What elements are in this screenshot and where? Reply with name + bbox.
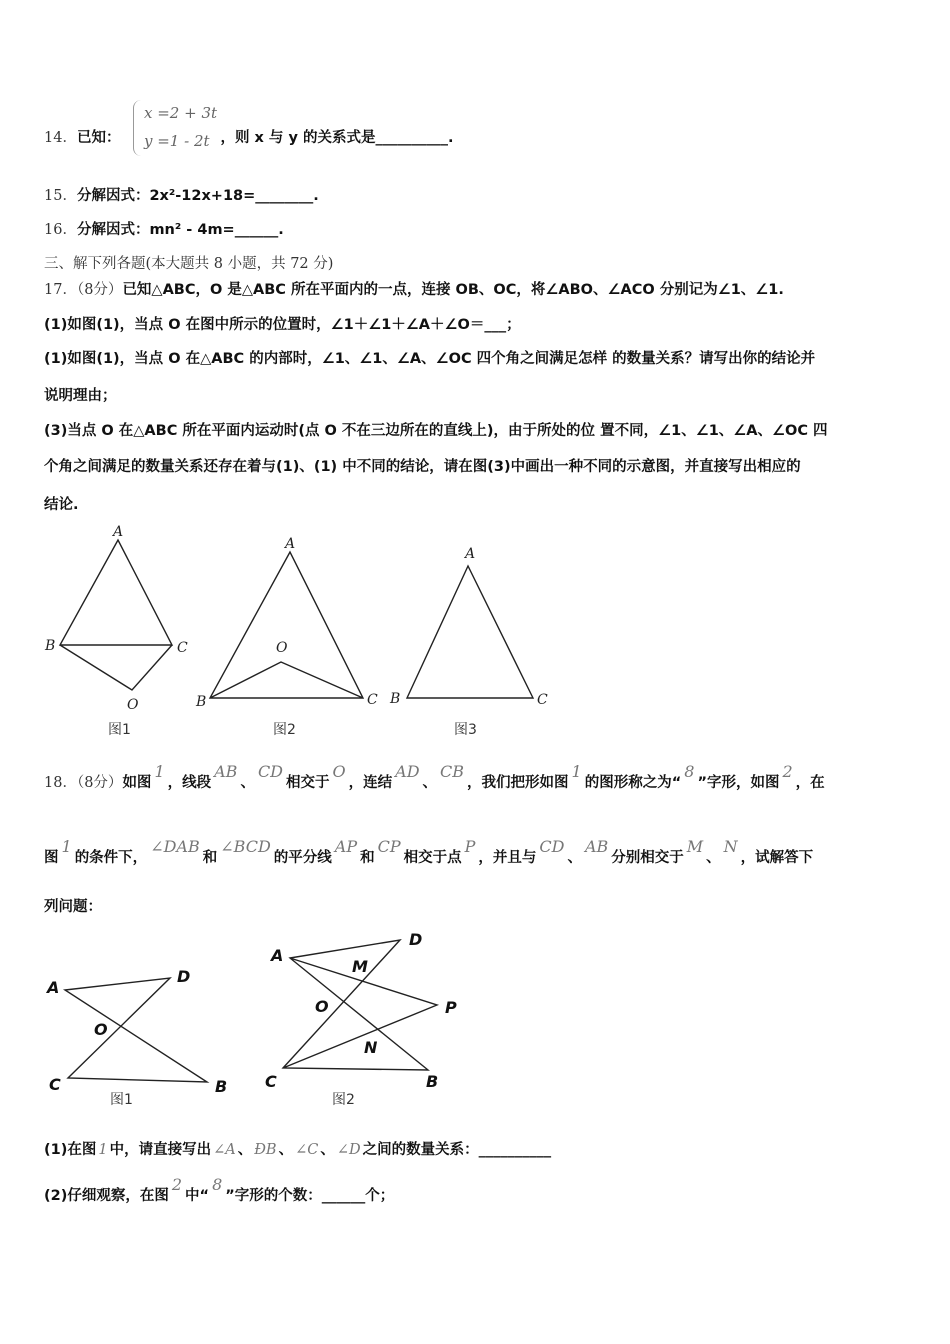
figure-caption: 图1 xyxy=(110,1092,133,1108)
label-O: O xyxy=(315,997,329,1016)
label-A: A xyxy=(47,978,60,997)
text-segment: 的关系式是__________. xyxy=(297,130,454,146)
q17-figure1-shape xyxy=(60,540,172,690)
text-segment: 、 xyxy=(240,775,255,791)
math-expression: 1 xyxy=(154,762,165,781)
text-segment: 、 xyxy=(567,850,582,866)
text-segment: 相交于 xyxy=(286,775,330,791)
label-N: N xyxy=(364,1038,378,1057)
text-segment: (2)仔细观察，在图 xyxy=(44,1188,169,1204)
question-18-stem-cont xyxy=(44,837,814,868)
math-expression: ∠BCD xyxy=(220,837,271,856)
text-segment: ，则 xyxy=(220,130,255,146)
question-18-part1 xyxy=(44,1140,551,1160)
text-segment: y xyxy=(288,130,298,146)
label-B: B xyxy=(215,1077,228,1096)
text-segment: 17．（8分） xyxy=(44,282,123,298)
text-segment: 中，请直接写出 xyxy=(109,1142,212,1158)
math-expression: 8 xyxy=(212,1175,223,1194)
label-A: A xyxy=(113,524,124,540)
label-A: A xyxy=(271,946,284,965)
text-segment: 如图 xyxy=(122,775,152,791)
label-O: O xyxy=(127,697,139,713)
label-O: O xyxy=(94,1020,108,1039)
text-segment: 说明理由； xyxy=(44,388,117,404)
label-B: B xyxy=(426,1072,439,1091)
math-expression: 8 xyxy=(684,762,695,781)
text-segment: 图 xyxy=(44,850,59,866)
figure-caption: 图2 xyxy=(332,1092,355,1108)
text-segment: 已知△ABC，O 是△ABC 所在平面内的一点，连接 OB、OC，将∠ABO、∠ACO 分别记为∠1、∠1. xyxy=(122,282,784,298)
math-expression: AP xyxy=(334,837,358,856)
math-expression: ÐB xyxy=(254,1142,277,1158)
text-segment: (1)在图 xyxy=(44,1142,97,1158)
figure-caption: 图1 xyxy=(108,722,131,738)
text-segment: 与 xyxy=(263,130,289,146)
math-expression: CD xyxy=(257,762,284,781)
math-expression: 1 xyxy=(571,762,582,781)
label-O: O xyxy=(276,640,288,656)
text-segment: 和 xyxy=(202,850,218,866)
math-expression: ∠D xyxy=(336,1142,361,1158)
label-B: B xyxy=(45,638,56,654)
figure-caption: 图3 xyxy=(454,722,477,738)
text-segment: ，在 xyxy=(795,775,825,791)
q17-figure3-shape xyxy=(407,566,533,698)
math-expression: AB xyxy=(584,837,609,856)
text-segment: 和 xyxy=(360,850,375,866)
math-expression: AD xyxy=(395,762,420,781)
label-D: D xyxy=(409,930,423,949)
label-C: C xyxy=(177,640,188,656)
text-segment: 、 xyxy=(706,850,721,866)
question-18-stem xyxy=(44,762,825,793)
equation-y: y =1 - 2t xyxy=(144,132,210,150)
label-C: C xyxy=(367,692,378,708)
text-segment: 16． xyxy=(44,222,77,238)
q17-figure2-shape xyxy=(210,552,363,698)
text-segment: 三、解下列各题(本大题共 8 小题，共 72 分) xyxy=(44,256,334,272)
text-segment: 分别相交于 xyxy=(611,850,684,866)
math-expression: AB xyxy=(214,762,238,781)
text-segment: 18．（8分） xyxy=(44,775,123,791)
label-D: D xyxy=(177,967,191,986)
text-segment: 、 xyxy=(422,775,438,791)
text-segment: 列问题： xyxy=(44,899,102,915)
label-B: B xyxy=(390,691,401,707)
question-18-stem-end xyxy=(44,897,102,917)
text-segment: x xyxy=(254,130,264,146)
text-segment: 、 xyxy=(278,1142,294,1158)
text-segment: 分解因式：mn² - 4m=______. xyxy=(76,222,284,238)
text-segment: 15． xyxy=(44,188,77,204)
text-segment: 的图形称之为“ xyxy=(584,775,682,791)
text-segment: 14． xyxy=(44,130,77,146)
text-segment: (1)如图(1)，当点 O 在△ABC 的内部时，∠1、∠1、∠A、∠OC 四个角之间满足怎样 的数量关系？请写出你的结论并 xyxy=(44,351,816,367)
label-C: C xyxy=(265,1072,277,1091)
label-A: A xyxy=(285,536,296,552)
math-expression: 2 xyxy=(782,762,793,781)
question-18-part2 xyxy=(44,1175,395,1206)
math-expression: CP xyxy=(377,837,401,856)
math-expression: ∠DAB xyxy=(150,837,200,856)
text-segment: 相交于点 xyxy=(403,850,462,866)
equation-x: x =2 + 3t xyxy=(144,104,218,122)
text-segment: 分解因式：2x²-12x+18=________. xyxy=(76,188,319,204)
label-C: C xyxy=(537,692,548,708)
math-expression: 1 xyxy=(61,837,72,856)
math-expression: P xyxy=(464,837,476,856)
math-expression: 2 xyxy=(171,1175,183,1194)
label-P: P xyxy=(445,998,457,1017)
text-segment: 已知： xyxy=(76,130,121,146)
text-segment: 之间的数量关系：__________ xyxy=(362,1142,552,1158)
text-segment: ，我们把形如图 xyxy=(467,775,569,791)
math-expression: N xyxy=(723,837,738,856)
text-segment: ，试解答下 xyxy=(740,850,814,866)
text-segment: ”字形，如图 xyxy=(697,775,780,791)
label-M: M xyxy=(352,957,368,976)
text-segment: (1)如图(1)，当点 O 在图中所示的位置时，∠1＋∠1＋∠A＋∠O＝___； xyxy=(44,317,521,333)
math-expression: CB xyxy=(440,762,465,781)
math-expression: O xyxy=(332,762,346,781)
label-B: B xyxy=(196,694,207,710)
text-segment: 、 xyxy=(237,1142,253,1158)
text-segment: (3)当点 O 在△ABC 所在平面内运动时(点 O 不在三边所在的直线上)，由于所处的位 置不同，∠1、∠1、∠A、∠OC 四 xyxy=(44,423,828,439)
q18-figure1-shape xyxy=(65,978,207,1082)
text-segment: 结论. xyxy=(44,497,79,513)
label-C: C xyxy=(49,1075,61,1094)
figure-caption: 图2 xyxy=(273,722,296,738)
text-segment: ”字形的个数：______个； xyxy=(225,1188,395,1204)
text-segment: 的条件下， xyxy=(74,850,148,866)
text-segment: 个角之间满足的数量关系还存在着与(1)、(1) 中不同的结论，请在图(3)中画出一种不同的示意图，并直接写出相应的 xyxy=(44,459,801,475)
text-segment: 、 xyxy=(320,1142,335,1158)
text-segment: ，线段 xyxy=(167,775,212,791)
math-expression: 1 xyxy=(98,1142,108,1158)
text-segment: 的平分线 xyxy=(273,850,332,866)
math-expression: CD xyxy=(539,837,565,856)
text-segment: ，并且与 xyxy=(478,850,537,866)
math-expression: ∠C xyxy=(295,1142,319,1158)
math-expression: ∠A xyxy=(213,1142,236,1158)
text-segment: ，连结 xyxy=(348,775,393,791)
label-A: A xyxy=(465,546,476,562)
math-expression: M xyxy=(686,837,704,856)
text-segment: 中“ xyxy=(185,1188,210,1204)
